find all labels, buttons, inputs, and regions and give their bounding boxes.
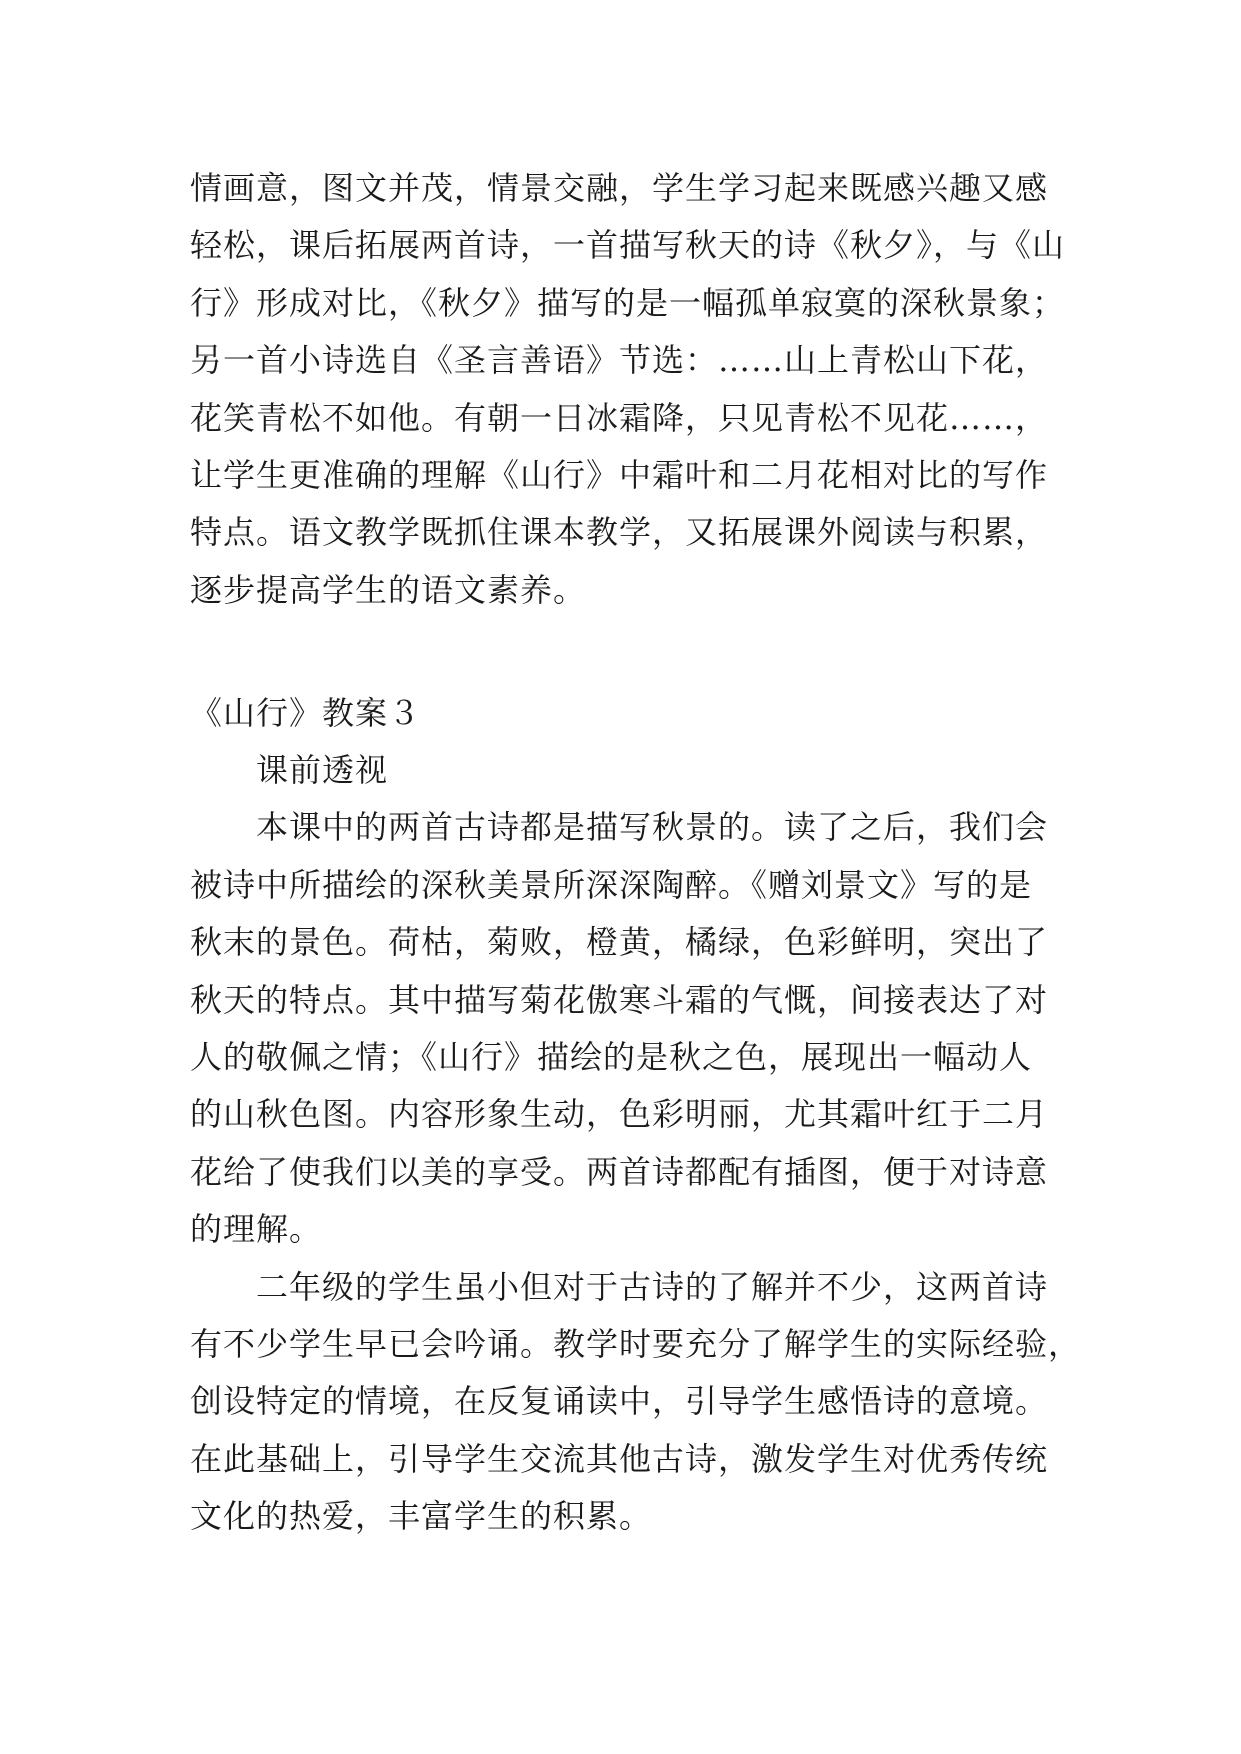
text-line: 二年级的学生虽小但对于古诗的了解并不少，这两首诗 (256, 1267, 1049, 1306)
text-line: 轻松，课后拓展两首诗，一首描写秋天的诗《秋夕》，与《山 (190, 226, 1066, 265)
text-line: 秋天的特点。其中描写菊花傲寒斗霜的气慨，间接表达了对 (190, 980, 1049, 1019)
text-line: 有不少学生早已会吟诵。教学时要充分了解学生的实际经验， (190, 1324, 1082, 1363)
text-line: 本课中的两首古诗都是描写秋景的。读了之后，我们会 (256, 808, 1049, 847)
text-line: 的山秋色图。内容形象生动，色彩明丽，尤其霜叶红于二月 (190, 1095, 1049, 1134)
text-line: 在此基础上，引导学生交流其他古诗，激发学生对优秀传统 (190, 1439, 1049, 1478)
text-line: 人的敬佩之情；《山行》描绘的是秋之色，展现出一幅动人 (190, 1037, 1033, 1076)
section-body (190, 742, 1082, 1545)
section-title: 《山行》教案３ (190, 694, 422, 732)
text-line: 行》形成对比，《秋夕》描写的是一幅孤单寂寞的深秋景象； (190, 283, 1066, 322)
text-line: 情画意，图文并茂，情景交融，学生学习起来既感兴趣又感 (190, 169, 1049, 207)
text-line: 花给了使我们以美的享受。两首诗都配有插图，便于对诗意 (190, 1152, 1049, 1191)
paragraph-continuation (190, 160, 1066, 619)
text-line: 文化的热爱，丰富学生的积累。 (190, 1497, 653, 1536)
text-line: 的理解。 (190, 1210, 323, 1249)
text-line: 秋末的景色。荷枯，菊败，橙黄，橘绿，色彩鲜明，突出了 (190, 923, 1049, 962)
text-line: 另一首小诗选自《圣言善语》节选：……山上青松山下花， (190, 341, 1049, 380)
section-heading-block (190, 685, 1060, 742)
text-line: 特点。语文教学既抓住课本教学，又拓展课外阅读与积累， (190, 513, 1049, 552)
text-line: 让学生更准确的理解《山行》中霜叶和二月花相对比的写作 (190, 455, 1049, 494)
text-line: 被诗中所描绘的深秋美景所深深陶醉。《赠刘景文》写的是 (190, 865, 1033, 904)
text-line: 创设特定的情境，在反复诵读中，引导学生感悟诗的意境。 (190, 1382, 1049, 1421)
text-line: 逐步提高学生的语文素养。 (190, 570, 587, 609)
subheading: 课前透视 (256, 751, 389, 789)
text-line: 花笑青松不如他。有朝一日冰霜降，只见青松不见花……， (190, 398, 1049, 437)
